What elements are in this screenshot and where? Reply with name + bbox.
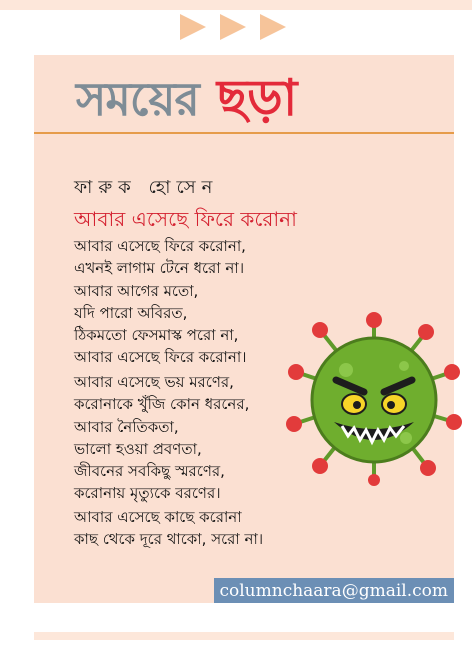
poem-stanza-2 (74, 371, 249, 505)
contact-email[interactable]: columnchaara@gmail.com (214, 578, 454, 603)
bottom-strip (34, 632, 454, 640)
poem-line: আবার নৈতিকতা, (74, 417, 179, 436)
poem-stanza-1 (74, 235, 247, 369)
poem-stanza-3 (74, 506, 263, 551)
title-divider (34, 132, 454, 134)
arrow-icon (260, 14, 286, 40)
poem-line: ভালো হওয়া প্রবণতা, (74, 439, 202, 458)
virus-icon (286, 310, 462, 486)
poem-line: যদি পারো অবিরত, (74, 303, 188, 322)
column-title (76, 61, 297, 131)
poem-line: ঠিকমতো ফেসমাস্ক পরো না, (74, 326, 239, 345)
poem-line: আবার এসেছে ফিরে করোনা, (74, 237, 246, 255)
poem-line: করোনায় মৃত্যুকে বরণের। (74, 484, 221, 503)
poem-title: আবার এসেছে ফিরে করোনা (74, 207, 297, 231)
decorative-arrows (180, 14, 286, 40)
arrow-icon (220, 14, 246, 40)
poem-line: আবার আগের মতো, (74, 281, 199, 300)
poem-line: আবার এসেছে ভয় মরণের, (74, 373, 234, 391)
arrow-icon (180, 14, 206, 40)
poem-line: জীবনের সবকিছু স্মরণের, (74, 462, 225, 481)
column-panel (34, 55, 454, 603)
poem-line: আবার এসেছে ফিরে করোনা। (74, 348, 247, 367)
top-strip (0, 0, 472, 10)
column-title-main: সময়ের (76, 72, 199, 126)
poem-line: করোনাকে খুঁজি কোন ধরনের, (74, 395, 250, 414)
column-title-accent: ছড়া (216, 68, 298, 127)
poem-line: আবার এসেছে কাছে করোনা (74, 508, 242, 526)
poem-line: এখনই লাগাম টেনে ধরো না। (74, 259, 245, 278)
poem-author: ফারুক হোসেন (74, 177, 219, 198)
poem-line: কাছ থেকে দূরে থাকো, সরো না। (74, 530, 264, 549)
